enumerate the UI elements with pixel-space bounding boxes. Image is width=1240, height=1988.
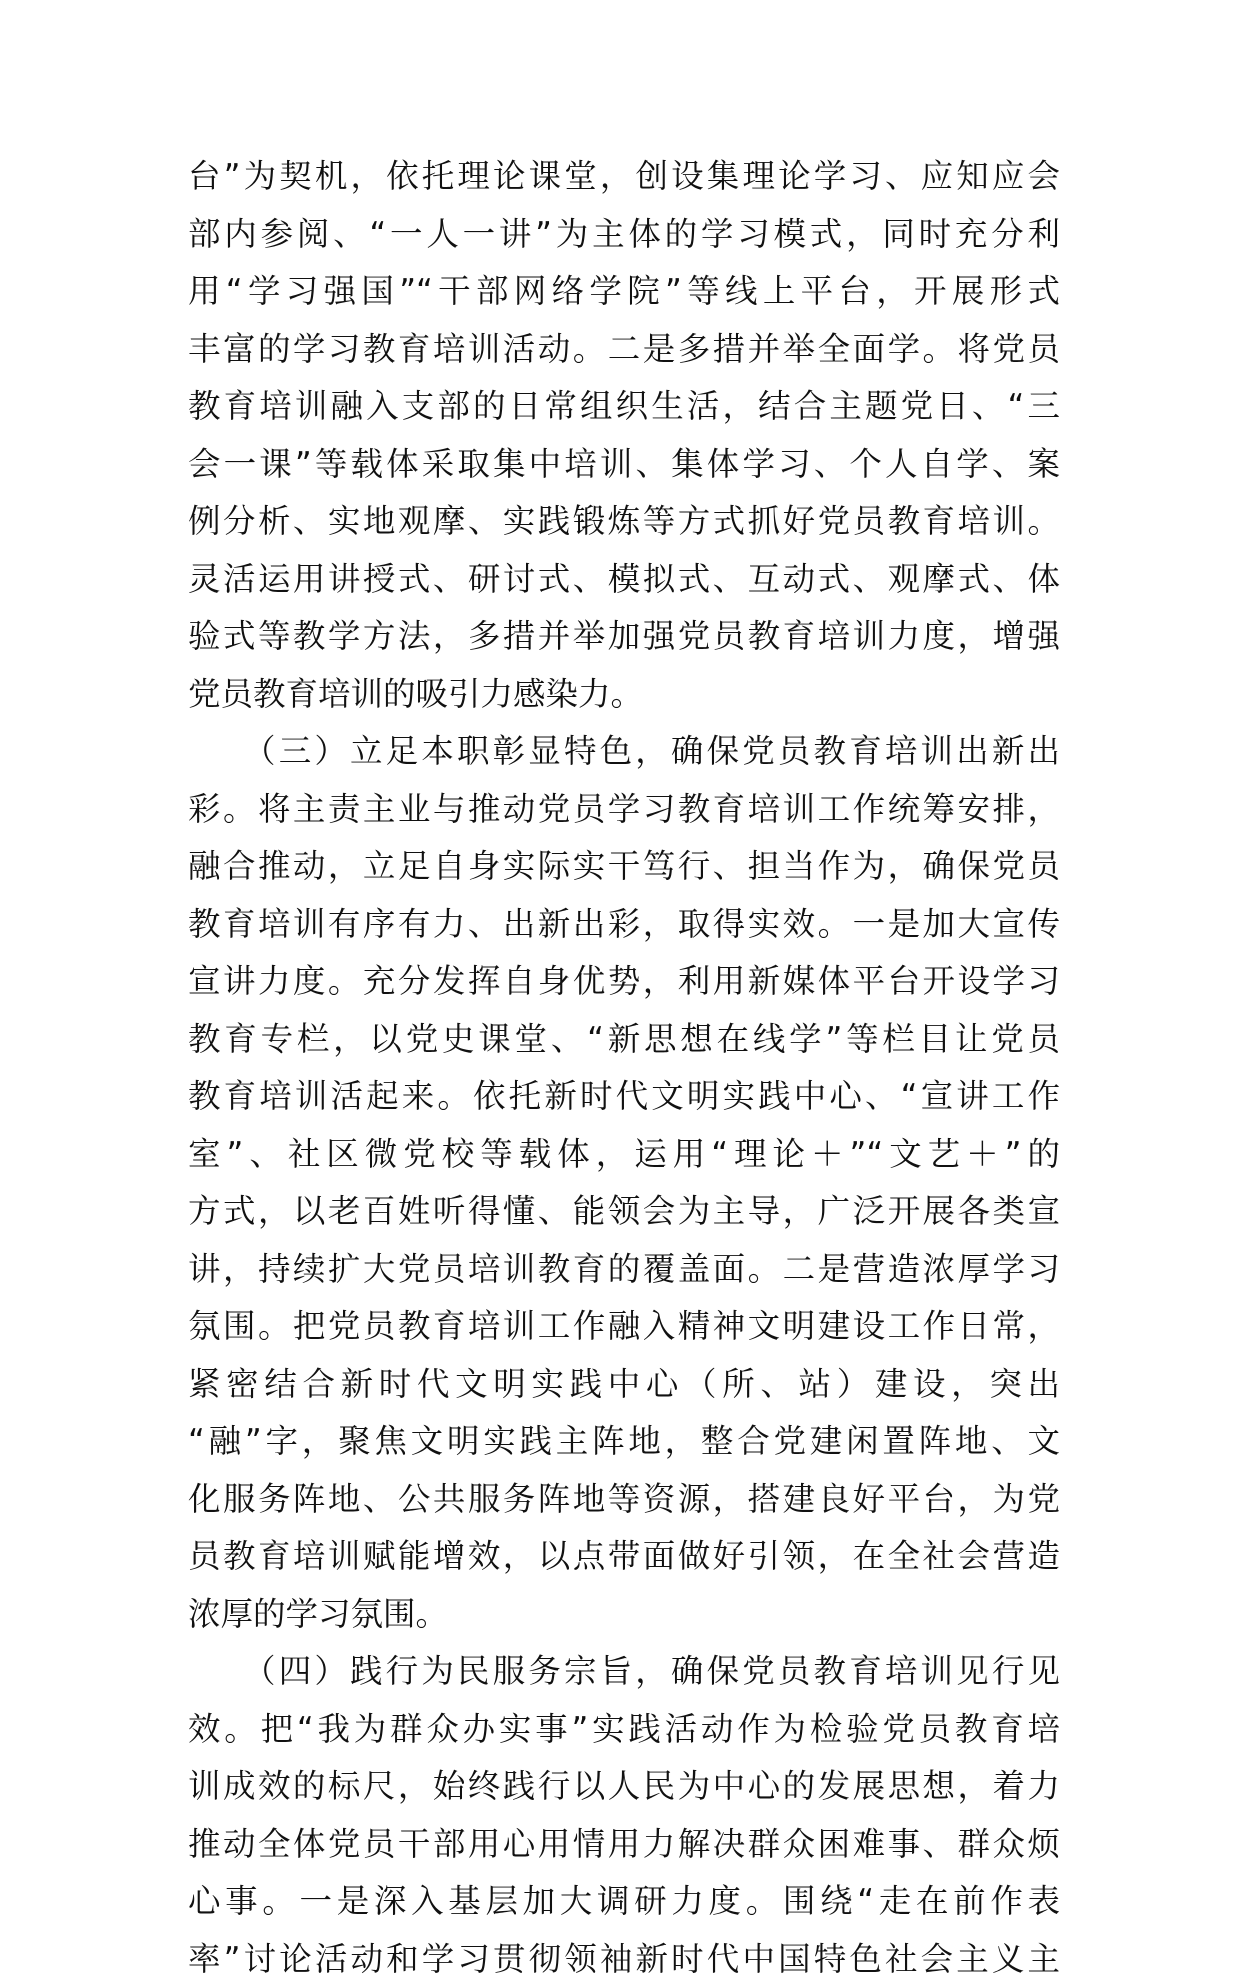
text-line: 融合推动，立足自身实际实干笃行、担当作为，确保党员	[188, 838, 1060, 896]
text-line: 室”、社区微党校等载体，运用“理论＋”“文艺＋”的	[188, 1126, 1060, 1184]
text-line: 灵活运用讲授式、研讨式、模拟式、互动式、观摩式、体	[188, 551, 1060, 609]
text-line: 讲，持续扩大党员培训教育的覆盖面。二是营造浓厚学习	[188, 1241, 1060, 1299]
text-line: 训成效的标尺，始终践行以人民为中心的发展思想，着力	[188, 1758, 1060, 1816]
text-line: 台”为契机，依托理论课堂，创设集理论学习、应知应会	[188, 148, 1060, 206]
text-line: 彩。将主责主业与推动党员学习教育培训工作统筹安排，	[188, 781, 1060, 839]
text-line: 化服务阵地、公共服务阵地等资源，搭建良好平台，为党	[188, 1471, 1060, 1529]
text-line: 率”讨论活动和学习贯彻领袖新时代中国特色社会主义主	[188, 1931, 1060, 1988]
text-line: 效。把“我为群众办实事”实践活动作为检验党员教育培	[188, 1701, 1060, 1759]
text-line: 例分析、实地观摩、实践锻炼等方式抓好党员教育培训。	[188, 493, 1060, 551]
text-line: 氛围。把党员教育培训工作融入精神文明建设工作日常，	[188, 1298, 1060, 1356]
text-line: 会一课”等载体采取集中培训、集体学习、个人自学、案	[188, 436, 1060, 494]
section-heading-line: （四）践行为民服务宗旨，确保党员教育培训见行见	[188, 1643, 1060, 1701]
text-line: 验式等教学方法，多措并举加强党员教育培训力度，增强	[188, 608, 1060, 666]
text-line: 教育培训活起来。依托新时代文明实践中心、“宣讲工作	[188, 1068, 1060, 1126]
section-heading-line: （三）立足本职彰显特色，确保党员教育培训出新出	[188, 723, 1060, 781]
text-line: 教育培训有序有力、出新出彩，取得实效。一是加大宣传	[188, 896, 1060, 954]
text-line: “融”字，聚焦文明实践主阵地，整合党建闲置阵地、文	[188, 1413, 1060, 1471]
paragraph-end-line: 浓厚的学习氛围。	[188, 1586, 1060, 1644]
text-line: 部内参阅、“一人一讲”为主体的学习模式，同时充分利	[188, 206, 1060, 264]
text-line: 用“学习强国”“干部网络学院”等线上平台，开展形式	[188, 263, 1060, 321]
body-text	[188, 148, 1060, 1988]
text-line: 教育培训融入支部的日常组织生活，结合主题党日、“三	[188, 378, 1060, 436]
text-line: 教育专栏，以党史课堂、“新思想在线学”等栏目让党员	[188, 1011, 1060, 1069]
text-line: 丰富的学习教育培训活动。二是多措并举全面学。将党员	[188, 321, 1060, 379]
text-line: 员教育培训赋能增效，以点带面做好引领，在全社会营造	[188, 1528, 1060, 1586]
text-line: 紧密结合新时代文明实践中心（所、站）建设，突出	[188, 1356, 1060, 1414]
text-line: 心事。一是深入基层加大调研力度。围绕“走在前作表	[188, 1873, 1060, 1931]
paragraph-end-line: 党员教育培训的吸引力感染力。	[188, 666, 1060, 724]
text-line: 宣讲力度。充分发挥自身优势，利用新媒体平台开设学习	[188, 953, 1060, 1011]
text-line: 方式，以老百姓听得懂、能领会为主导，广泛开展各类宣	[188, 1183, 1060, 1241]
text-line: 推动全体党员干部用心用情用力解决群众困难事、群众烦	[188, 1816, 1060, 1874]
